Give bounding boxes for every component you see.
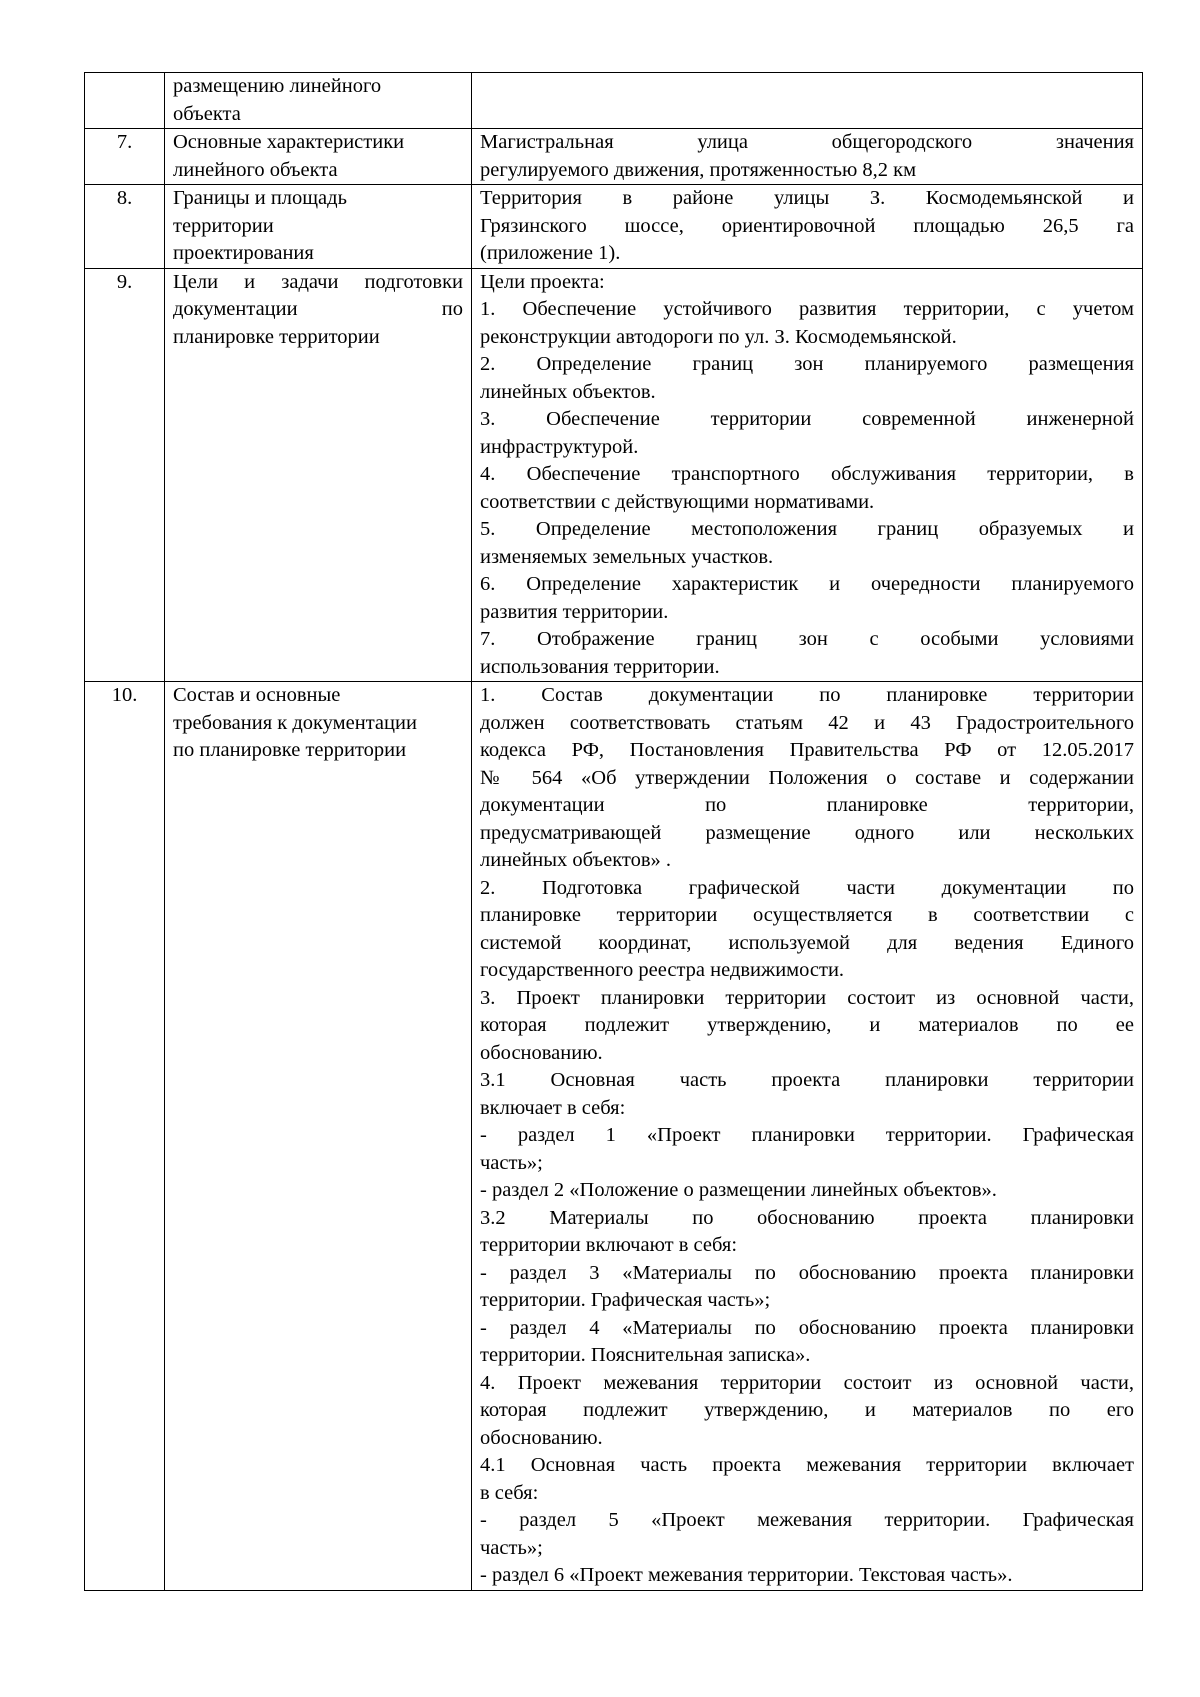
- description-line: территории. Пояснительная записка».: [480, 1344, 811, 1366]
- description-line: обоснованию.: [480, 1041, 603, 1064]
- row-label-line: размещению линейного: [173, 75, 382, 97]
- description-line: регулируемого движения, протяженностью 8,2 км: [480, 158, 917, 181]
- description-line: которая подлежит утверждению, и материалов по ее: [480, 1014, 1134, 1036]
- description-line: 4. Проект межевания территории состоит из основной части,: [480, 1371, 1134, 1394]
- row-label-cell: [165, 682, 472, 1591]
- description-line: - раздел 3 «Материалы по обоснованию проекта планировки: [480, 1261, 1134, 1284]
- row-label-line: территории: [173, 214, 274, 237]
- description-line: 3. Проект планировки территории состоит из основной части,: [480, 986, 1134, 1009]
- row-label-line: планировке территории: [173, 325, 380, 348]
- description-line: кодекса РФ, Постановления Правительства РФ от 12.05.2017: [480, 739, 1134, 761]
- row-description-cell: [472, 185, 1143, 269]
- row-number-cell: [85, 129, 165, 185]
- table-row: [85, 73, 1143, 129]
- row-number-cell: [85, 185, 165, 269]
- description-line: № 564 «Об утверждении Положения о составе и содержании: [480, 766, 1134, 789]
- description-line: 4.1 Основная часть проекта межевания территории включает: [480, 1454, 1134, 1476]
- description-paragraph: [480, 129, 1134, 184]
- description-paragraph: [480, 351, 1134, 406]
- description-line: которая подлежит утверждению, и материалов по его: [480, 1399, 1134, 1421]
- row-label-line: Цели и задачи подготовки: [173, 270, 463, 293]
- description-line: должен соответствовать статьям 42 и 43 Градостроительного: [480, 711, 1134, 734]
- description-line: реконструкции автодороги по ул. З. Космодемьянской.: [480, 325, 957, 348]
- row-label-line: по планировке территории: [173, 739, 407, 761]
- description-line: часть»;: [480, 1536, 543, 1559]
- description-line: - раздел 4 «Материалы по обоснованию проекта планировки: [480, 1316, 1134, 1339]
- description-line: 5. Определение местоположения границ образуемых и: [480, 518, 1134, 540]
- description-paragraph: [480, 626, 1134, 681]
- description-line: 2. Подготовка графической части документации по: [480, 876, 1134, 899]
- description-line: - раздел 1 «Проект планировки территории. Графическая: [480, 1124, 1134, 1146]
- row-number: 8.: [116, 187, 133, 209]
- description-line: государственного реестра недвижимости.: [480, 959, 845, 981]
- row-label-line: Состав и основные: [173, 684, 341, 706]
- description-paragraph: [480, 1260, 1134, 1315]
- description-paragraph: [480, 682, 1134, 875]
- row-label-line: проектирования: [173, 242, 314, 264]
- description-line: 4. Обеспечение транспортного обслуживания территории, в: [480, 463, 1134, 485]
- description-line: соответствии с действующими нормативами.: [480, 490, 875, 513]
- row-label-cell: [165, 268, 472, 682]
- row-description-cell: [472, 129, 1143, 185]
- description-paragraph: [480, 1122, 1134, 1177]
- description-line: 3. Обеспечение территории современной инженерной: [480, 408, 1134, 430]
- description-line: развития территории.: [480, 600, 669, 623]
- row-label-cell: [165, 129, 472, 185]
- description-line: территории включают в себя:: [480, 1234, 738, 1256]
- description-paragraph: [480, 1452, 1134, 1507]
- row-number-cell: [85, 682, 165, 1591]
- description-line: изменяемых земельных участков.: [480, 545, 774, 568]
- row-description-cell: [472, 73, 1143, 129]
- description-line: предусматривающей размещение одного или нескольких: [480, 821, 1134, 844]
- row-label-line: линейного объекта: [173, 158, 338, 181]
- description-paragraph: [480, 1067, 1134, 1122]
- description-line: системой координат, используемой для ведения Единого: [480, 931, 1134, 954]
- row-label-line: требования к документации: [173, 711, 417, 734]
- description-paragraph: [480, 461, 1134, 516]
- description-paragraph: [480, 185, 1134, 268]
- description-line: (приложение 1).: [480, 242, 621, 264]
- row-number-cell: [85, 268, 165, 682]
- row-label-cell: [165, 73, 472, 129]
- row-number-cell: [85, 73, 165, 129]
- description-line: 1. Обеспечение устойчивого развития территории, с учетом: [480, 298, 1134, 320]
- description-line: линейных объектов.: [480, 380, 656, 403]
- description-line: в себя:: [480, 1481, 539, 1504]
- row-number: 7.: [116, 131, 133, 153]
- description-paragraph: [480, 1562, 1134, 1590]
- row-label-line: Границы и площадь: [173, 187, 347, 209]
- description-line: Грязинского шоссе, ориентировочной площадью 26,5 га: [480, 214, 1134, 237]
- row-label-cell: [165, 185, 472, 269]
- table-row: [85, 268, 1143, 682]
- requirements-table: [84, 72, 1143, 1591]
- description-paragraph: [480, 571, 1134, 626]
- table-row: [85, 129, 1143, 185]
- description-line: 7. Отображение границ зон с особыми условиями: [480, 628, 1134, 650]
- description-line: обоснованию.: [480, 1426, 603, 1449]
- description-line: Территория в районе улицы З. Космодемьянской и: [480, 187, 1134, 209]
- description-line: 6. Определение характеристик и очередности планируемого: [480, 573, 1134, 595]
- description-line: Цели проекта:: [480, 270, 605, 293]
- description-paragraph: [480, 1370, 1134, 1453]
- row-description-cell: [472, 268, 1143, 682]
- description-paragraph: [480, 406, 1134, 461]
- description-line: 2. Определение границ зон планируемого размещения: [480, 353, 1134, 375]
- row-label-line: документации по: [173, 298, 463, 320]
- row-label-line: объекта: [173, 102, 241, 125]
- description-line: - раздел 6 «Проект межевания территории. Текстовая часть».: [480, 1564, 1013, 1586]
- description-line: часть»;: [480, 1151, 543, 1174]
- description-line: территории. Графическая часть»;: [480, 1289, 771, 1311]
- row-label-line: Основные характеристики: [173, 131, 405, 153]
- table-row: [85, 682, 1143, 1591]
- description-paragraph: [480, 516, 1134, 571]
- table-body: [85, 73, 1143, 1591]
- description-paragraph: [480, 1177, 1134, 1205]
- description-line: - раздел 5 «Проект межевания территории. Графическая: [480, 1509, 1134, 1531]
- row-description-cell: [472, 682, 1143, 1591]
- row-number: 10.: [111, 684, 138, 706]
- description-line: 3.1 Основная часть проекта планировки территории: [480, 1069, 1134, 1091]
- description-line: документации по планировке территории,: [480, 794, 1134, 816]
- description-line: линейных объектов» .: [480, 849, 672, 871]
- description-paragraph: [480, 269, 1134, 297]
- description-paragraph: [480, 1205, 1134, 1260]
- description-paragraph: [480, 985, 1134, 1068]
- description-line: планировке территории осуществляется в соответствии с: [480, 904, 1134, 926]
- description-line: 1. Состав документации по планировке территории: [480, 684, 1134, 706]
- description-line: 3.2 Материалы по обоснованию проекта планировки: [480, 1206, 1134, 1229]
- description-paragraph: [480, 1507, 1134, 1562]
- description-paragraph: [480, 875, 1134, 985]
- description-line: использования территории.: [480, 655, 720, 678]
- row-number: 9.: [116, 270, 133, 293]
- table-row: [85, 185, 1143, 269]
- description-line: - раздел 2 «Положение о размещении линейных объектов».: [480, 1179, 997, 1201]
- document-page: [84, 72, 1142, 1591]
- description-line: Магистральная улица общегородского значения: [480, 131, 1134, 153]
- description-paragraph: [480, 1315, 1134, 1370]
- description-line: инфраструктурой.: [480, 435, 639, 458]
- description-paragraph: [480, 296, 1134, 351]
- description-line: включает в себя:: [480, 1096, 626, 1119]
